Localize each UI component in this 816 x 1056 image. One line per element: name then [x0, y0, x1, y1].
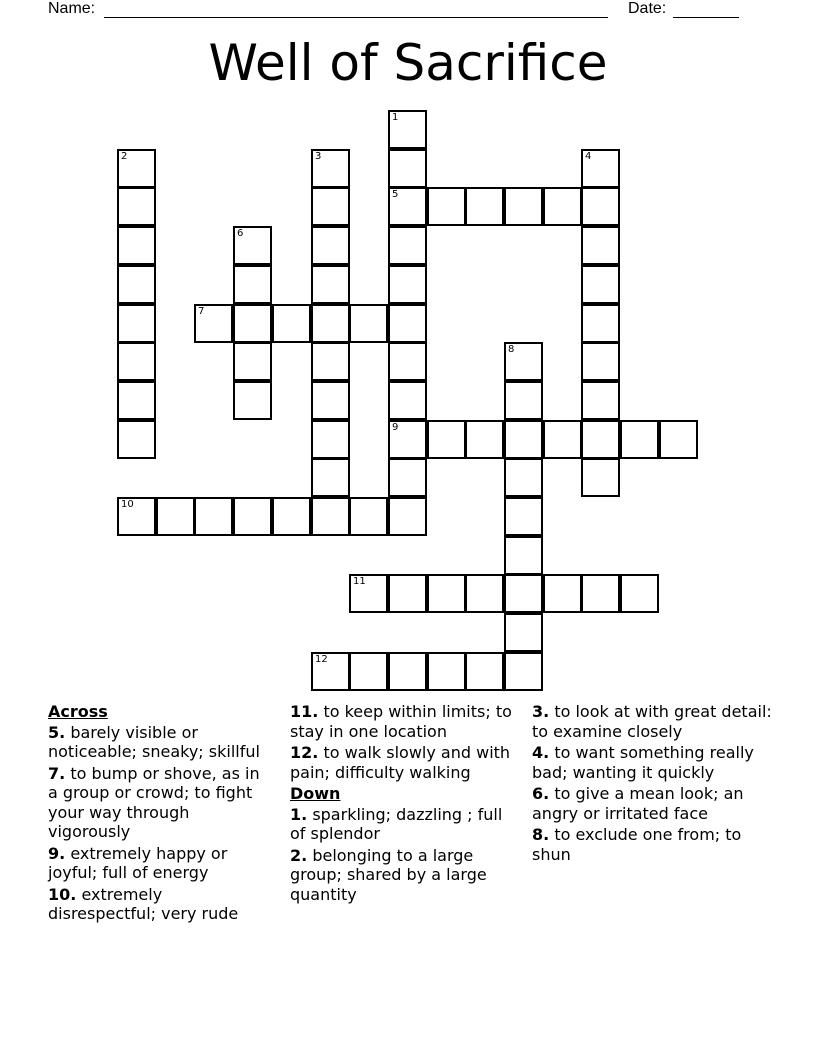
- clue-number: 11: [353, 576, 366, 587]
- clue-across-12: 12. to walk slowly and with pain; difficulty walking: [290, 743, 511, 782]
- grid-cell[interactable]: [311, 226, 350, 265]
- grid-cell[interactable]: [388, 149, 427, 188]
- clue-down-4: 4. to want something really bad; wanting it quickly: [532, 743, 754, 782]
- clue-down-1: 1. sparkling; dazzling ; full of splendor: [290, 804, 503, 843]
- grid-cell[interactable]: [388, 342, 427, 381]
- grid-cell[interactable]: [388, 652, 427, 691]
- grid-cell[interactable]: [311, 342, 350, 381]
- grid-cell[interactable]: [465, 420, 504, 459]
- clue-number: 7: [198, 306, 205, 317]
- grid-cell[interactable]: [117, 226, 156, 265]
- grid-cell[interactable]: [543, 187, 582, 226]
- grid-cell[interactable]: [427, 652, 466, 691]
- grid-cell[interactable]: [504, 420, 543, 459]
- clue-number: 1: [392, 112, 399, 123]
- grid-cell[interactable]: [504, 342, 543, 381]
- grid-cell[interactable]: [233, 226, 272, 265]
- grid-cell[interactable]: [117, 149, 156, 188]
- grid-cell[interactable]: [581, 149, 620, 188]
- grid-cell[interactable]: [117, 187, 156, 226]
- clue-number: 9: [392, 422, 399, 433]
- grid-cell[interactable]: [427, 420, 466, 459]
- grid-cell[interactable]: [311, 304, 350, 343]
- clue-number: 5: [392, 189, 399, 200]
- grid-cell[interactable]: [504, 574, 543, 613]
- grid-cell[interactable]: [194, 497, 233, 536]
- grid-cell[interactable]: [233, 381, 272, 420]
- grid-cell[interactable]: [581, 265, 620, 304]
- grid-cell[interactable]: [543, 574, 582, 613]
- grid-cell[interactable]: [465, 187, 504, 226]
- grid-cell[interactable]: [117, 381, 156, 420]
- date-label: Date:: [628, 0, 667, 17]
- grid-cell[interactable]: [311, 420, 350, 459]
- clue-down-8: 8. to exclude one from; to shun: [532, 825, 742, 864]
- grid-cell[interactable]: [388, 497, 427, 536]
- grid-cell[interactable]: [504, 458, 543, 497]
- grid-cell[interactable]: [117, 265, 156, 304]
- grid-cell[interactable]: [388, 381, 427, 420]
- grid-cell[interactable]: [504, 187, 543, 226]
- name-label: Name:: [48, 0, 96, 17]
- grid-cell[interactable]: [388, 265, 427, 304]
- grid-cell[interactable]: [311, 458, 350, 497]
- clue-number: 3: [315, 151, 322, 162]
- grid-cell[interactable]: [465, 652, 504, 691]
- grid-cell[interactable]: [465, 574, 504, 613]
- grid-cell[interactable]: [311, 149, 350, 188]
- grid-cell[interactable]: [581, 226, 620, 265]
- clue-down-3: 3. to look at with great detail: to examine closely: [532, 702, 772, 741]
- grid-cell[interactable]: [272, 497, 311, 536]
- clue-number: 8: [508, 344, 515, 355]
- page-title: Well of Sacrifice: [208, 34, 608, 92]
- grid-cell[interactable]: [581, 574, 620, 613]
- grid-cell[interactable]: [388, 458, 427, 497]
- clue-number: 6: [237, 228, 244, 239]
- clue-number: 2: [121, 151, 128, 162]
- clues-column-3: [532, 702, 772, 866]
- grid-cell[interactable]: [233, 342, 272, 381]
- grid-cell[interactable]: [311, 652, 350, 691]
- grid-cell[interactable]: [659, 420, 698, 459]
- grid-cell[interactable]: [272, 304, 311, 343]
- grid-cell[interactable]: [117, 420, 156, 459]
- clue-number: 4: [585, 151, 592, 162]
- grid-cell[interactable]: [156, 497, 195, 536]
- grid-cell[interactable]: [388, 304, 427, 343]
- clue-down-2: 2. belonging to a large group; shared by a large quantity: [290, 845, 487, 904]
- grid-cell[interactable]: [581, 304, 620, 343]
- grid-cell[interactable]: [311, 265, 350, 304]
- grid-cell[interactable]: [504, 381, 543, 420]
- clue-across-9: 9. extremely happy or joyful; full of energy: [48, 843, 228, 882]
- grid-cell[interactable]: [388, 110, 427, 149]
- clue-across-10: 10. extremely disrespectful; very rude: [48, 884, 239, 923]
- name-field[interactable]: [104, 17, 608, 18]
- clues-column-1: [48, 702, 273, 926]
- grid-cell[interactable]: [388, 574, 427, 613]
- grid-cell[interactable]: [233, 497, 272, 536]
- grid-cell[interactable]: [117, 304, 156, 343]
- grid-cell[interactable]: [311, 187, 350, 226]
- clue-down-6: 6. to give a mean look; an angry or irritated face: [532, 784, 744, 823]
- grid-cell[interactable]: [117, 342, 156, 381]
- clue-across-11: 11. to keep within limits; to stay in one location: [290, 702, 512, 741]
- grid-cell[interactable]: [504, 536, 543, 575]
- clue-across-7: 7. to bump or shove, as in a group or crowd; to fight your way through vigorously: [48, 763, 260, 841]
- grid-cell[interactable]: [581, 187, 620, 226]
- grid-cell[interactable]: [427, 574, 466, 613]
- grid-cell[interactable]: [620, 420, 659, 459]
- grid-cell[interactable]: [504, 497, 543, 536]
- grid-cell[interactable]: [620, 574, 659, 613]
- date-field[interactable]: [673, 17, 739, 18]
- header: [48, 0, 748, 20]
- grid-cell[interactable]: [504, 613, 543, 652]
- down-heading: Down: [290, 784, 341, 803]
- grid-cell[interactable]: [311, 497, 350, 536]
- clues-column-2: [290, 702, 515, 906]
- grid-cell[interactable]: [504, 652, 543, 691]
- clue-number: 10: [121, 499, 134, 510]
- grid-cell[interactable]: [349, 652, 388, 691]
- grid-cell[interactable]: [311, 381, 350, 420]
- grid-cell[interactable]: [388, 226, 427, 265]
- grid-cell[interactable]: [581, 420, 620, 459]
- grid-cell[interactable]: [388, 420, 427, 459]
- grid-cell[interactable]: [388, 187, 427, 226]
- across-heading: Across: [48, 702, 108, 721]
- clue-across-5: 5. barely visible or noticeable; sneaky; skillful: [48, 722, 260, 761]
- grid-cell[interactable]: [543, 420, 582, 459]
- grid-cell[interactable]: [581, 342, 620, 381]
- grid-cell[interactable]: [581, 458, 620, 497]
- grid-cell[interactable]: [349, 574, 388, 613]
- grid-cell[interactable]: [349, 497, 388, 536]
- clue-number: 12: [315, 654, 328, 665]
- grid-cell[interactable]: [233, 265, 272, 304]
- grid-cell[interactable]: [427, 187, 466, 226]
- grid-cell[interactable]: [581, 381, 620, 420]
- grid-cell[interactable]: [233, 304, 272, 343]
- grid-cell[interactable]: [349, 304, 388, 343]
- grid-cell[interactable]: [117, 497, 156, 536]
- grid-cell[interactable]: [194, 304, 233, 343]
